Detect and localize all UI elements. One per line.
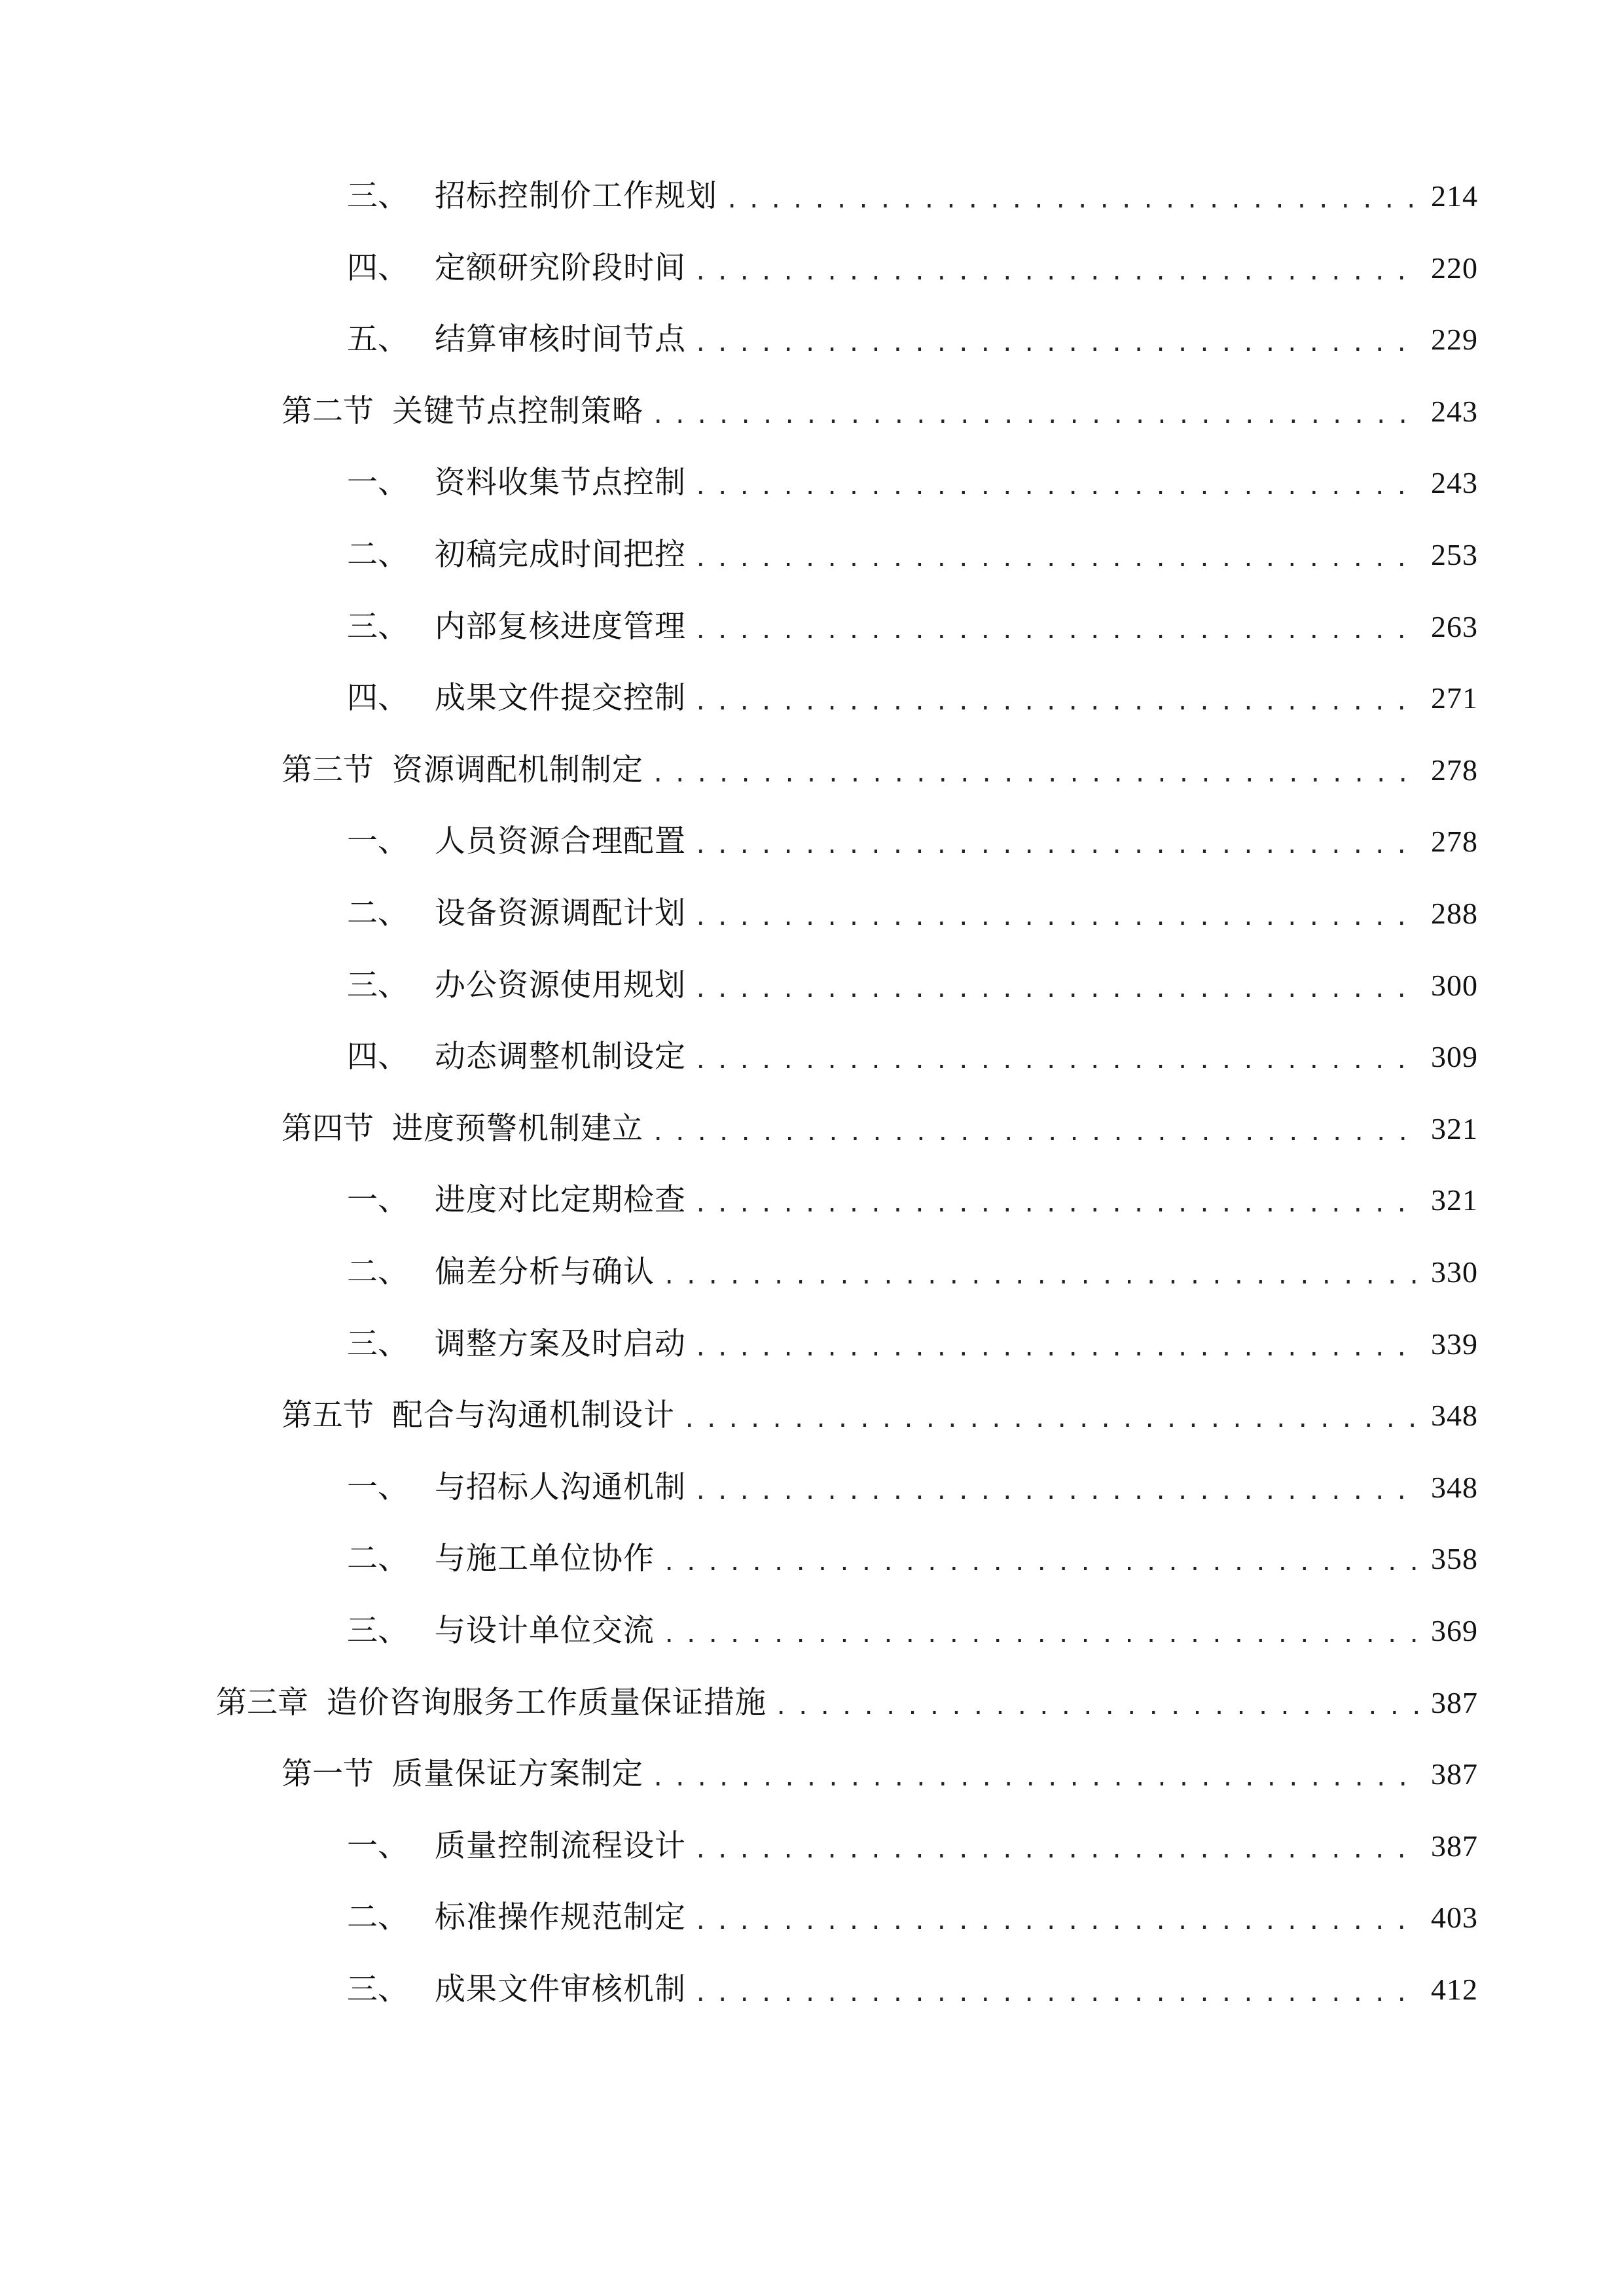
toc-entry-page-number: 278 — [1431, 825, 1478, 858]
toc-dot-leader — [694, 1181, 1419, 1227]
toc-dot-leader — [662, 1253, 1419, 1299]
toc-entry-item[interactable] — [347, 1608, 1478, 1654]
toc-entry-item[interactable] — [347, 1249, 1478, 1295]
toc-entry-title: 内部复核进度管理 — [435, 609, 686, 645]
toc-entry-title: 人员资源合理配置 — [435, 823, 686, 859]
toc-entry-item[interactable] — [347, 604, 1478, 650]
toc-entry-page-number: 243 — [1431, 466, 1478, 499]
toc-dot-leader — [694, 1827, 1419, 1873]
toc-entry-title: 配合与沟通机制设计 — [392, 1397, 675, 1433]
toc-entry-item[interactable] — [347, 1823, 1478, 1869]
toc-entry-item[interactable] — [347, 675, 1478, 721]
toc-entry-page-number: 220 — [1431, 251, 1478, 285]
toc-entry-title: 初稿完成时间把控 — [435, 537, 686, 573]
toc-entry-number: 第一节 — [281, 1756, 374, 1792]
toc-entry-page-number: 321 — [1431, 1183, 1478, 1217]
toc-entry-item[interactable] — [347, 963, 1478, 1009]
toc-dot-leader — [694, 895, 1419, 941]
toc-entry-section[interactable] — [281, 389, 1478, 435]
toc-entry-item[interactable] — [347, 317, 1478, 363]
toc-dot-leader — [662, 1540, 1419, 1586]
toc-entry-number: 三、 — [347, 1971, 408, 2007]
toc-entry-title: 偏差分析与确认 — [435, 1254, 655, 1290]
toc-entry-page-number: 403 — [1431, 1901, 1478, 1934]
toc-entry-page-number: 300 — [1431, 969, 1478, 1002]
toc-entry-page-number: 263 — [1431, 610, 1478, 643]
toc-entry-number: 三、 — [347, 609, 408, 645]
toc-dot-leader — [651, 751, 1419, 797]
toc-entry-section[interactable] — [281, 1106, 1478, 1152]
toc-entry-page-number: 387 — [1431, 1829, 1478, 1863]
toc-entry-section[interactable] — [281, 1393, 1478, 1439]
toc-entry-title: 质量保证方案制定 — [392, 1756, 643, 1792]
toc-entry-item[interactable] — [347, 173, 1478, 219]
toc-entry-item[interactable] — [347, 819, 1478, 865]
toc-entry-number: 四、 — [347, 1039, 408, 1075]
toc-entry-number: 二、 — [347, 1254, 408, 1290]
toc-entry-number: 第四节 — [281, 1111, 374, 1147]
toc-entry-number: 一、 — [347, 465, 408, 501]
toc-entry-title: 进度对比定期检查 — [435, 1182, 686, 1218]
toc-entry-number: 二、 — [347, 537, 408, 573]
toc-entry-page-number: 387 — [1431, 1757, 1478, 1791]
toc-dot-leader — [694, 1899, 1419, 1945]
toc-dot-leader — [694, 608, 1419, 654]
toc-entry-item[interactable] — [347, 1321, 1478, 1367]
toc-entry-title: 标准操作规范制定 — [435, 1899, 686, 1935]
toc-entry-page-number: 253 — [1431, 538, 1478, 571]
toc-entry-page-number: 369 — [1431, 1614, 1478, 1647]
toc-dot-leader — [694, 679, 1419, 725]
toc-entry-number: 二、 — [347, 895, 408, 931]
toc-entry-item[interactable] — [347, 1536, 1478, 1582]
toc-entry-number: 五、 — [347, 321, 408, 357]
toc-entry-page-number: 214 — [1431, 179, 1478, 213]
toc-entry-title: 质量控制流程设计 — [435, 1828, 686, 1864]
toc-entry-title: 资料收集节点控制 — [435, 465, 686, 501]
toc-entry-page-number: 348 — [1431, 1399, 1478, 1432]
toc-entry-item[interactable] — [347, 245, 1478, 291]
toc-entry-page-number: 229 — [1431, 323, 1478, 356]
toc-entry-title: 定额研究阶段时间 — [435, 250, 686, 286]
toc-entry-page-number: 243 — [1431, 395, 1478, 428]
toc-entry-item[interactable] — [347, 1967, 1478, 2013]
toc-entry-number: 第三节 — [281, 752, 374, 788]
toc-entry-page-number: 348 — [1431, 1471, 1478, 1504]
toc-entry-item[interactable] — [347, 1177, 1478, 1223]
toc-entry-item[interactable] — [347, 460, 1478, 506]
toc-entry-page-number: 339 — [1431, 1327, 1478, 1361]
toc-entry-title: 调整方案及时启动 — [435, 1326, 686, 1362]
toc-entry-number: 第二节 — [281, 393, 374, 429]
toc-entry-number: 三、 — [347, 178, 408, 214]
toc-entry-section[interactable] — [281, 1751, 1478, 1797]
toc-dot-leader — [662, 1612, 1419, 1658]
toc-entry-section[interactable] — [281, 747, 1478, 793]
toc-entry-title: 与招标人沟通机制 — [435, 1469, 686, 1505]
toc-entry-title: 造价咨询服务工作质量保证措施 — [327, 1685, 767, 1721]
toc-entry-item[interactable] — [347, 1895, 1478, 1941]
toc-dot-leader — [694, 1971, 1419, 2017]
toc-entry-number: 三、 — [347, 1326, 408, 1362]
toc-dot-leader — [694, 249, 1419, 295]
toc-entry-page-number: 278 — [1431, 753, 1478, 787]
toc-dot-leader — [694, 536, 1419, 582]
toc-entry-item[interactable] — [347, 532, 1478, 578]
toc-entry-number: 一、 — [347, 1469, 408, 1505]
toc-entry-page-number: 387 — [1431, 1686, 1478, 1719]
toc-entry-page-number: 288 — [1431, 897, 1478, 930]
toc-entry-number: 一、 — [347, 1828, 408, 1864]
toc-entry-number: 第三章 — [216, 1685, 308, 1721]
toc-entry-number: 第五节 — [281, 1397, 374, 1433]
toc-dot-leader — [725, 177, 1419, 223]
toc-dot-leader — [651, 1110, 1419, 1156]
toc-entry-number: 三、 — [347, 1613, 408, 1649]
toc-entry-title: 动态调整机制设定 — [435, 1039, 686, 1075]
toc-dot-leader — [694, 321, 1419, 367]
toc-entry-title: 与设计单位交流 — [435, 1613, 655, 1649]
toc-dot-leader — [651, 393, 1419, 439]
toc-entry-title: 资源调配机制制定 — [392, 752, 643, 788]
toc-entry-chapter[interactable] — [216, 1680, 1478, 1726]
toc-entry-page-number: 321 — [1431, 1112, 1478, 1145]
toc-entry-title: 成果文件提交控制 — [435, 680, 686, 716]
toc-dot-leader — [694, 464, 1419, 510]
toc-entry-page-number: 330 — [1431, 1255, 1478, 1289]
toc-entry-title: 办公资源使用规划 — [435, 967, 686, 1003]
toc-dot-leader — [774, 1684, 1419, 1730]
toc-dot-leader — [651, 1755, 1419, 1801]
toc-entry-item[interactable] — [347, 1034, 1478, 1080]
toc-entry-page-number: 309 — [1431, 1040, 1478, 1073]
toc-entry-page-number: 412 — [1431, 1973, 1478, 2006]
toc-entry-title: 结算审核时间节点 — [435, 321, 686, 357]
toc-dot-leader — [694, 1325, 1419, 1371]
toc-entry-page-number: 358 — [1431, 1542, 1478, 1575]
toc-dot-leader — [694, 1469, 1419, 1515]
toc-entry-title: 与施工单位协作 — [435, 1541, 655, 1577]
toc-entry-number: 一、 — [347, 1182, 408, 1218]
toc-entry-title: 进度预警机制建立 — [392, 1111, 643, 1147]
toc-entry-number: 二、 — [347, 1541, 408, 1577]
toc-entry-title: 招标控制价工作规划 — [435, 178, 717, 214]
toc-entry-number: 四、 — [347, 680, 408, 716]
toc-dot-leader — [683, 1397, 1419, 1443]
toc-dot-leader — [694, 967, 1419, 1013]
toc-entry-number: 二、 — [347, 1899, 408, 1935]
toc-entry-title: 成果文件审核机制 — [435, 1971, 686, 2007]
toc-entry-item[interactable] — [347, 891, 1478, 937]
toc-entry-number: 三、 — [347, 967, 408, 1003]
toc-entry-page-number: 271 — [1431, 681, 1478, 715]
toc-entry-title: 设备资源调配计划 — [435, 895, 686, 931]
toc-dot-leader — [694, 823, 1419, 869]
toc-dot-leader — [694, 1038, 1419, 1084]
toc-entry-number: 四、 — [347, 250, 408, 286]
toc-entry-title: 关键节点控制策略 — [392, 393, 643, 429]
toc-entry-number: 一、 — [347, 823, 408, 859]
toc-entry-item[interactable] — [347, 1465, 1478, 1511]
